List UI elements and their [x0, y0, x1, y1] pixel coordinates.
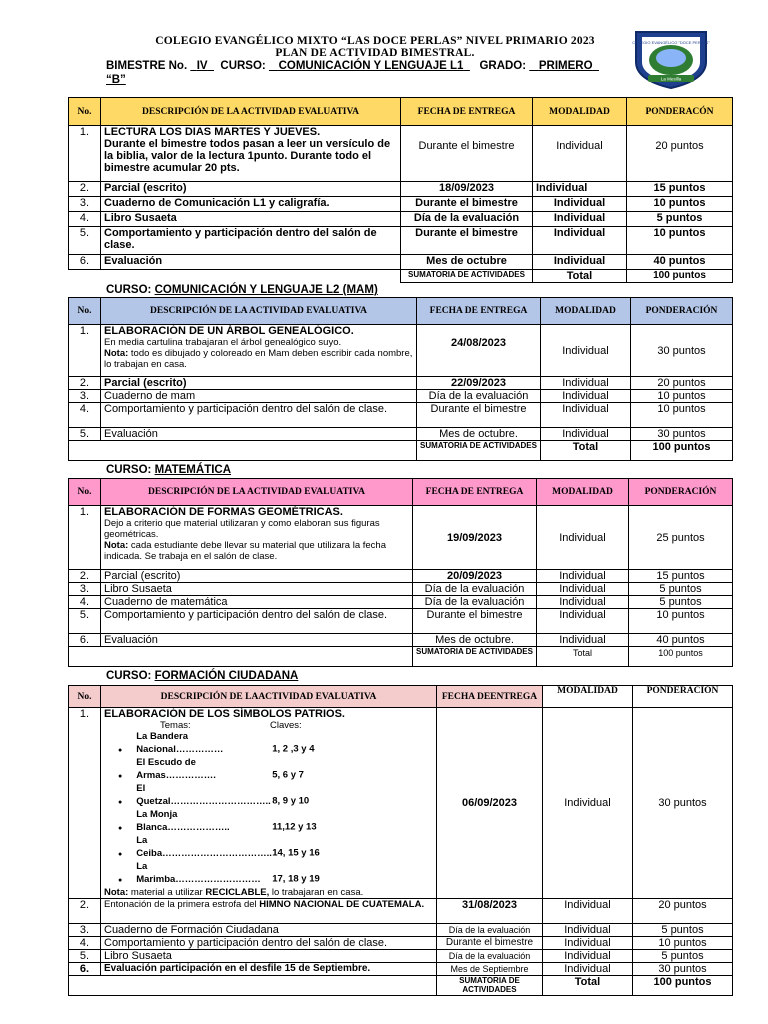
table-cell: 2.: [69, 899, 101, 924]
text: [104, 540, 409, 562]
table-cell: Evaluación participación en el desfile 15 de Septiembre.: [101, 963, 437, 976]
table-cell: 15 puntos: [629, 570, 733, 583]
table-cell: Durante el bimestre: [413, 609, 537, 634]
table-cell: 30 puntos: [633, 963, 733, 976]
text: La Monja Blanca………………..: [136, 809, 230, 833]
table-cell: Durante el bimestre: [437, 937, 543, 950]
header-no: No.: [69, 98, 101, 126]
table-header: [69, 98, 733, 126]
table-cell: Individual: [543, 963, 633, 976]
bimestre-label: BIMESTRE No.: [106, 60, 188, 72]
table-cell: Durante el bimestre: [401, 126, 533, 182]
table-cell: Total: [541, 441, 631, 461]
table-row: [69, 197, 733, 212]
table-cell: [101, 708, 437, 899]
table-cell: SUMATORIA DE ACTIVIDADES: [401, 270, 533, 283]
text: 1, 2 ,3 y 4: [272, 743, 315, 755]
table-cell: 10 puntos: [627, 227, 733, 255]
list-item: [136, 835, 433, 861]
header-cell: No.: [69, 298, 101, 325]
table-cell: Durante el bimestre: [401, 197, 533, 212]
svg-text:La Mesilla: La Mesilla: [660, 76, 682, 82]
table-cell: 5.: [69, 950, 101, 963]
table-cell: 5 puntos: [629, 583, 733, 596]
table-comunicacion-l1: [68, 97, 733, 283]
table-cell: 40 puntos: [629, 634, 733, 647]
text: [104, 348, 413, 370]
text: [104, 720, 433, 731]
table-cell: Libro Susaeta: [101, 212, 401, 227]
table-cell: 5.: [69, 609, 101, 634]
header-cell: No.: [69, 479, 101, 506]
table-cell: [69, 441, 101, 461]
seccion-value: “B”: [106, 74, 126, 86]
symbols-list: [104, 731, 433, 887]
table-matematica: [68, 478, 733, 667]
table-cell: [101, 899, 437, 924]
table-cell: Individual: [543, 924, 633, 937]
text: COMUNICACIÓN Y LENGUAJE L2 (MAM): [154, 284, 378, 296]
table-row: [69, 212, 733, 227]
table-cell: 5.: [69, 428, 101, 441]
table-cell: Individual: [543, 950, 633, 963]
text: El Escudo de Armas…………….: [136, 757, 216, 781]
text: 8, 9 y 10: [272, 795, 310, 807]
header-cell: MODALIDAD: [537, 479, 629, 506]
table-row: [69, 255, 733, 270]
text: cada estudiante debe llevar su material que utilizara la fecha indicada. Se trabaja en el salón de clase.: [104, 540, 386, 562]
text: Nota:: [104, 540, 129, 551]
text: Temas:: [160, 720, 191, 731]
svg-text:COLEGIO EVANGÉLICO "DOCE PERLA: COLEGIO EVANGÉLICO "DOCE PERLAS": [632, 40, 710, 45]
text: Dejo a criterio que material utilizaran y como elaboran sus figuras geométricas.: [104, 518, 380, 540]
text: lo trabajaran en casa.: [271, 887, 364, 898]
plan-title: PLAN DE ACTIVIDAD BIMESTRAL.: [275, 47, 475, 59]
table-row: [69, 899, 733, 924]
table-cell: Cuaderno de Comunicación L1 y caligrafía.: [101, 197, 401, 212]
text: RECICLABLE,: [205, 887, 270, 898]
header-cell: FECHA DE ENTREGA: [417, 298, 541, 325]
header-cell: MODALIDAD: [541, 298, 631, 325]
table-cell: Día de la evaluación: [437, 950, 543, 963]
text: HIMNO NACIONAL DE CUATEMALA.: [259, 899, 425, 910]
header-descripcion: DESCRIPCIÓN DE LA ACTIVIDAD EVALUATIVA: [101, 98, 401, 126]
table-cell: 6.: [69, 634, 101, 647]
table-cell: Individual: [533, 182, 627, 197]
table-row: [69, 227, 733, 255]
table-cell: Día de la evaluación: [413, 596, 537, 609]
activity-desc: Durante el bimestre todos pasan a leer un versículo de la biblia, valor de la lectura 1punto. Durante todo el bimestre acumular 20 pts.: [104, 138, 391, 174]
table-cell: Libro Susaeta: [101, 950, 437, 963]
table-cell: [69, 647, 101, 667]
table-cell: 31/08/2023: [437, 899, 543, 924]
table-cell: 6.: [69, 255, 101, 270]
header-fecha: FECHA DE ENTREGA: [401, 98, 533, 126]
table-cell: SUMATORIA DE ACTIVIDADES: [417, 441, 541, 461]
table-cell: 20 puntos: [627, 126, 733, 182]
header-cell: DESCRIPCIÓN DE LA ACTIVIDAD EVALUATIVA: [101, 479, 413, 506]
table-row: [69, 950, 733, 963]
text: 5, 6 y 7: [272, 769, 304, 781]
text: FORMACIÓN CIUDADANA: [154, 670, 299, 682]
text: COMUNICACIÓN Y LENGUAJE L1: [278, 60, 464, 72]
table-cell: 25 puntos: [629, 506, 733, 570]
table-header: [69, 686, 733, 708]
curso-label: CURSO:: [220, 60, 266, 72]
table-cell: Individual: [541, 403, 631, 428]
table-cell: 4.: [69, 596, 101, 609]
table-cell: Cuaderno de matemática: [101, 596, 413, 609]
table-cell: Individual: [533, 197, 627, 212]
table-cell: 3.: [69, 197, 101, 212]
table-cell: Total: [543, 976, 633, 996]
table-cell: 100 puntos: [627, 270, 733, 283]
table-cell: Individual: [537, 570, 629, 583]
table-cell: 2.: [69, 570, 101, 583]
text: 14, 15 y 16: [272, 847, 320, 859]
table-row: [69, 390, 733, 403]
table-cell: Individual: [541, 325, 631, 377]
table-cell: Individual: [537, 596, 629, 609]
header-cell: MODALIDAD: [543, 686, 633, 708]
table-cell: 2.: [69, 377, 101, 390]
table-comunicacion-l2: [68, 297, 733, 461]
text: La Bandera Nacional……………: [136, 731, 224, 755]
table-cell: 6.: [69, 963, 101, 976]
text: La Marimba………………………: [136, 861, 261, 885]
table-cell: Día de la evaluación: [437, 924, 543, 937]
table-cell: 18/09/2023: [401, 182, 533, 197]
text: PRIMERO: [538, 60, 593, 72]
table-cell: Día de la evaluación: [413, 583, 537, 596]
table-row: [69, 325, 733, 377]
grado-value: [529, 60, 599, 72]
text: CURSO:: [106, 670, 152, 682]
header-cell: PONDERACIÓN: [631, 298, 733, 325]
table-cell: 100 puntos: [629, 647, 733, 667]
table-cell: 100 puntos: [631, 441, 733, 461]
table-row: [69, 570, 733, 583]
table-cell: 22/09/2023: [417, 377, 541, 390]
table-cell: [101, 325, 417, 377]
table-cell: Durante el bimestre: [401, 227, 533, 255]
table-cell: Cuaderno de mam: [101, 390, 417, 403]
text: MATEMÁTICA: [154, 464, 232, 476]
table-cell: 06/09/2023: [437, 708, 543, 899]
table-cell: Individual: [543, 937, 633, 950]
table-row: [69, 126, 733, 182]
table-row: [69, 403, 733, 428]
table-cell: 1.: [69, 506, 101, 570]
table-cell: Comportamiento y participación dentro del salón de clase.: [101, 609, 413, 634]
table-header: [69, 298, 733, 325]
table-cell: 30 puntos: [631, 325, 733, 377]
table-row: [69, 596, 733, 609]
table-cell: Parcial (escrito): [101, 570, 413, 583]
text: En media cartulina trabajaran el árbol genealógico suyo.: [104, 337, 342, 348]
table-cell: 20/09/2023: [413, 570, 537, 583]
table-cell: 1.: [69, 708, 101, 899]
table-cell: 3.: [69, 390, 101, 403]
text: 17, 18 y 19: [272, 873, 320, 885]
table-cell: 4.: [69, 403, 101, 428]
table-cell: Total: [537, 647, 629, 667]
table-row: [69, 377, 733, 390]
header-cell: PONDERACIÓN: [629, 479, 733, 506]
table-cell: 5 puntos: [633, 950, 733, 963]
table-cell: Individual: [537, 583, 629, 596]
table-cell: Individual: [533, 212, 627, 227]
table-row: [69, 506, 733, 570]
table-cell: 40 puntos: [627, 255, 733, 270]
table-cell: Parcial (escrito): [101, 377, 417, 390]
table-cell: Total: [533, 270, 627, 283]
table-cell: SUMATORIA DE ACTIVIDADES: [413, 647, 537, 667]
table-row: [69, 708, 733, 899]
table-cell: [101, 506, 413, 570]
table-cell: 4.: [69, 212, 101, 227]
text: CURSO:: [106, 284, 152, 296]
text: La Ceiba……………………………..: [136, 835, 272, 859]
table-cell: 10 puntos: [627, 197, 733, 212]
total-row: [69, 270, 733, 283]
table-row: [69, 924, 733, 937]
table-cell: Evaluación: [101, 255, 401, 270]
header-cell: DESCRIPCIÓN DE LA ACTIVIDAD EVALUATIVA: [101, 298, 417, 325]
table-row: [69, 609, 733, 634]
course-title-l2: [106, 284, 378, 296]
table-cell: [101, 126, 401, 182]
table-cell: Mes de octubre.: [413, 634, 537, 647]
table-cell: Individual: [537, 634, 629, 647]
header-cell: DESCRIPCIÓN DE LAACTIVIDAD EVALUATIVA: [101, 686, 437, 708]
text: [104, 887, 433, 898]
table-row: [69, 182, 733, 197]
text: todo es dibujado y coloreado en Mam deben escribir cada nombre, lo trabajan en casa.: [104, 348, 413, 370]
table-formacion-ciudadana: [68, 685, 733, 996]
table-cell: Parcial (escrito): [101, 182, 401, 197]
list-item: [136, 731, 433, 757]
text: El Quetzal…………………………..: [136, 783, 271, 807]
table-cell: Durante el bimestre: [417, 403, 541, 428]
table-cell: Evaluación: [101, 634, 413, 647]
table-cell: 1.: [69, 126, 101, 182]
table-cell: 5 puntos: [633, 924, 733, 937]
list-item: [136, 757, 433, 783]
activity-title: LECTURA LOS DIAS MARTES Y JUEVES.: [104, 126, 321, 138]
table-cell: 5.: [69, 227, 101, 255]
table-cell: 5 puntos: [629, 596, 733, 609]
table-row: [69, 937, 733, 950]
table-cell: Individual: [533, 227, 627, 255]
text: Nota:: [104, 887, 129, 898]
header-info-line: [106, 60, 599, 72]
table-cell: 10 puntos: [631, 403, 733, 428]
table-cell: 10 puntos: [633, 937, 733, 950]
table-cell: Comportamiento y participación dentro del salón de clase.: [101, 227, 401, 255]
list-item: [136, 783, 433, 809]
text: 11,12 y 13: [272, 821, 317, 833]
table-cell: 3.: [69, 924, 101, 937]
table-row: [69, 634, 733, 647]
text: IV: [196, 60, 208, 72]
school-title: COLEGIO EVANGÉLICO MIXTO “LAS DOCE PERLAS” NIVEL PRIMARIO 2023: [155, 35, 595, 47]
table-header: [69, 479, 733, 506]
table-cell: Individual: [533, 126, 627, 182]
total-row: [69, 441, 733, 461]
list-item: [136, 809, 433, 835]
table-cell: Cuaderno de Formación Ciudadana: [101, 924, 437, 937]
table-cell: Individual: [533, 255, 627, 270]
table-cell: [101, 647, 413, 667]
table-cell: 30 puntos: [633, 708, 733, 899]
table-cell: Mes de Septiembre: [437, 963, 543, 976]
table-cell: [101, 270, 401, 283]
table-cell: Individual: [537, 506, 629, 570]
text: ELABORACIÓN DE LOS SÍMBOLOS PATRIOS.: [104, 708, 345, 720]
header-modalidad: MODALIDAD: [533, 98, 627, 126]
curso-value: [269, 60, 470, 72]
table-cell: 3.: [69, 583, 101, 596]
text: Entonación de la primera estrofa del: [104, 899, 257, 910]
grado-label: GRADO:: [479, 60, 527, 72]
table-cell: [101, 441, 417, 461]
table-row: [69, 428, 733, 441]
table-cell: Individual: [543, 708, 633, 899]
table-cell: 20 puntos: [631, 377, 733, 390]
table-cell: Mes de octubre: [401, 255, 533, 270]
table-cell: 19/09/2023: [413, 506, 537, 570]
table-cell: Comportamiento y participación dentro del salón de clase.: [101, 403, 417, 428]
table-row: [69, 963, 733, 976]
table-cell: 2.: [69, 182, 101, 197]
table-cell: 15 puntos: [627, 182, 733, 197]
table-cell: 10 puntos: [629, 609, 733, 634]
table-cell: 100 puntos: [633, 976, 733, 996]
table-cell: Mes de octubre.: [417, 428, 541, 441]
header-cell: FECHA DEENTREGA: [437, 686, 543, 708]
total-row: [69, 976, 733, 996]
table-cell: Individual: [537, 609, 629, 634]
table-cell: 1.: [69, 325, 101, 377]
table-cell: Evaluación: [101, 428, 417, 441]
table-cell: [69, 976, 101, 996]
table-cell: Día de la evaluación: [417, 390, 541, 403]
table-cell: 4.: [69, 937, 101, 950]
table-cell: Individual: [541, 428, 631, 441]
table-cell: SUMATORIA DE ACTIVIDADES: [437, 976, 543, 996]
table-cell: Libro Susaeta: [101, 583, 413, 596]
header-cell: FECHA DE ENTREGA: [413, 479, 537, 506]
course-title-matematica: [106, 464, 231, 476]
table-cell: 30 puntos: [631, 428, 733, 441]
school-logo: [628, 28, 714, 90]
header-ponderacion: PONDERACÓN: [627, 98, 733, 126]
table-cell: Comportamiento y participación dentro del salón de clase.: [101, 937, 437, 950]
text: ELABORACIÓN DE FORMAS GEOMÉTRICAS.: [104, 506, 343, 518]
text: Nota:: [104, 348, 129, 359]
table-cell: Individual: [543, 899, 633, 924]
table-cell: [101, 976, 437, 996]
bimestre-value: [190, 60, 214, 72]
text: ELABORACIÓN DE UN ÁRBOL GENEALÓGICO.: [104, 325, 354, 337]
table-cell: Individual: [541, 377, 631, 390]
header-cell: No.: [69, 686, 101, 708]
table-cell: 10 puntos: [631, 390, 733, 403]
table-cell: Individual: [541, 390, 631, 403]
course-title-formacion: [106, 670, 298, 682]
total-row: [69, 647, 733, 667]
text: CURSO:: [106, 464, 152, 476]
text: material a utilizar: [130, 887, 203, 898]
list-item: [136, 861, 433, 887]
table-cell: Día de la evaluación: [401, 212, 533, 227]
table-cell: 20 puntos: [633, 899, 733, 924]
table-cell: 5 puntos: [627, 212, 733, 227]
table-row: [69, 583, 733, 596]
header-cell: PONDERACIÓN: [633, 686, 733, 708]
table-cell: [69, 270, 101, 283]
text: Claves:: [270, 720, 302, 731]
table-cell: 24/08/2023: [417, 325, 541, 377]
